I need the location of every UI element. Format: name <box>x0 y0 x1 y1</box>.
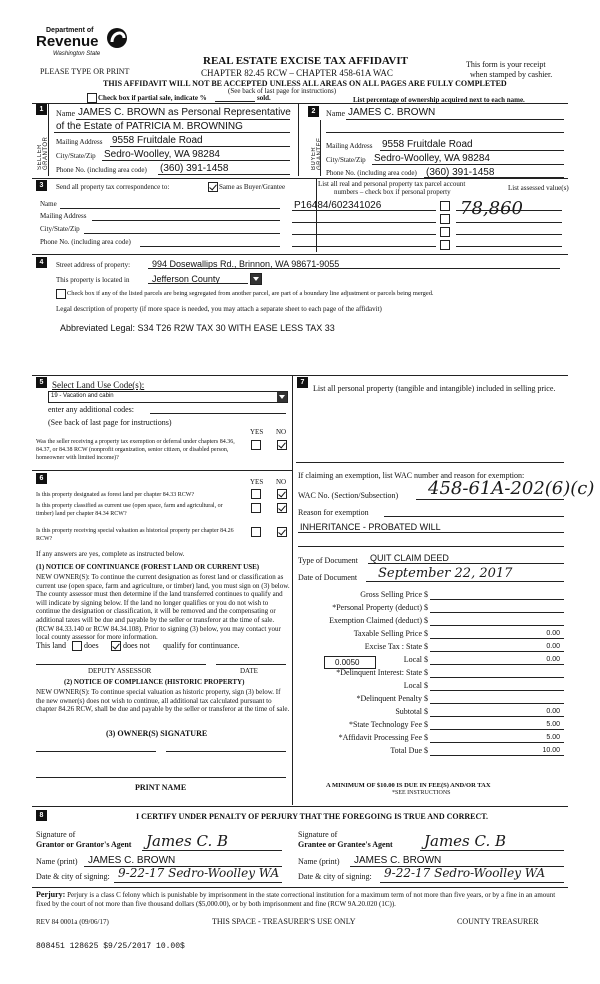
s3-name-label: Name <box>40 200 57 208</box>
fee-row-dollar: $ <box>424 655 428 664</box>
perjury-note <box>36 890 566 909</box>
section-4-badge: 4 <box>36 257 47 268</box>
fee-row-label: *Personal Property (deduct) <box>332 603 422 612</box>
logo-line-2: Revenue <box>36 33 99 50</box>
seller-mailing[interactable]: 9558 Fruitdale Road <box>112 135 203 146</box>
historic-yes-checkbox[interactable] <box>251 527 261 537</box>
fee-row-value[interactable]: 5.00 <box>546 734 560 741</box>
section-7-badge: 7 <box>297 377 308 388</box>
dor-logo <box>36 26 131 60</box>
grantor-name[interactable]: JAMES C. BROWN <box>88 855 176 866</box>
fee-row-dollar: $ <box>424 746 428 755</box>
doc-type-value[interactable]: QUIT CLAIM DEED <box>370 553 449 563</box>
notice-compliance-title: (2) NOTICE OF COMPLIANCE (HISTORIC PROPERTY) <box>64 678 245 686</box>
seller-phone-label: Phone No. (including area code) <box>56 166 147 174</box>
exemption-no-checkbox[interactable] <box>277 440 287 450</box>
buyer-mailing[interactable]: 9558 Fruitdale Road <box>382 139 473 150</box>
receipt-note-1: This form is your receipt <box>466 60 546 69</box>
grantee-date-city[interactable]: 9-22-17 Sedro-Woolley WA <box>384 866 546 880</box>
county-treasurer: COUNTY TREASURER <box>457 917 539 926</box>
if-yes-note: If any answers are yes, complete as instructed below. <box>36 550 185 558</box>
grantor-sig-label-2: Grantor or Grantor's Agent <box>36 840 132 849</box>
form-subtitle: CHAPTER 82.45 RCW – CHAPTER 458-61A WAC <box>201 68 393 78</box>
grantee-name[interactable]: JAMES C. BROWN <box>354 855 442 866</box>
fee-row-label: Excise Tax : State <box>364 642 422 651</box>
historic-question: Is this property receiving special valuation as historical property per chapter 84.26 RCW? <box>36 528 234 542</box>
assessed-header: List assessed value(s) <box>508 184 569 192</box>
buyer-city-label: City/State/Zip <box>326 156 366 164</box>
logo-line-3: Washington State <box>53 51 101 57</box>
segregated-checkbox[interactable] <box>56 289 66 299</box>
grantee-sig-label-2: Grantee or Grantee's Agent <box>298 840 393 849</box>
does-not-label: does not <box>123 641 150 650</box>
seller-name-label: Name <box>56 109 76 118</box>
s5-no: NO <box>276 428 287 436</box>
fee-row-dollar: $ <box>424 642 428 651</box>
chevron-down-icon <box>251 274 261 284</box>
cashier-stamp: 808451 128625 $9/25/2017 10.00$ <box>36 942 185 951</box>
warning-text: THIS AFFIDAVIT WILL NOT BE ACCEPTED UNLESS ALL AREAS ON ALL PAGES ARE FULLY COMPLETED <box>103 79 507 88</box>
abbreviated-legal[interactable]: Abbreviated Legal: S34 T26 R2W TAX 30 WITH EASE LESS TAX 33 <box>60 323 335 333</box>
fee-row-label: Local <box>403 655 422 664</box>
segregated-label: Check box if any of the listed parcels are being segregated from another parcel, are part of a boundary line adjustment or parcels being merged. <box>67 290 434 297</box>
see-instructions: *SEE INSTRUCTIONS <box>392 790 451 796</box>
s3-city-label: City/State/Zip <box>40 225 80 233</box>
section-3-badge: 3 <box>36 180 47 191</box>
partial-sale-label: Check box if partial sale, indicate % <box>98 94 207 102</box>
seller-city-label: City/State/Zip <box>56 152 96 160</box>
perjury-bold: Perjury: <box>36 890 66 899</box>
see-back-header: (See back of last page for instructions) <box>228 87 337 95</box>
same-as-buyer-label: Same as Buyer/Grantee <box>219 183 286 191</box>
fee-row-dollar: $ <box>424 681 428 690</box>
legal-description-label: Legal description of property (if more space is needed, you may attach a separate sheet to each page of the affidavit) <box>56 305 382 313</box>
current-use-no-checkbox[interactable] <box>277 503 287 513</box>
chevron-down-icon <box>277 392 287 402</box>
grantor-signature[interactable]: James C. B <box>146 832 229 850</box>
partial-sale-checkbox[interactable] <box>87 93 97 103</box>
fee-row-label: *State Technology Fee <box>348 720 422 729</box>
fee-row-dollar: $ <box>424 616 428 625</box>
wac-label: WAC No. (Section/Subsection) <box>298 491 399 500</box>
fee-row-label: *Delinquent Interest: State <box>336 668 422 677</box>
grantee-signature[interactable]: James C. B <box>424 832 507 850</box>
fee-row-dollar: $ <box>424 629 428 638</box>
current-use-yes-checkbox[interactable] <box>251 503 261 513</box>
located-in-label: This property is located in <box>56 276 130 284</box>
grantor-date-city-label: Date & city of signing: <box>36 872 110 881</box>
logo-line-1: Department of <box>46 27 94 34</box>
treasurer-space: THIS SPACE - TREASURER'S USE ONLY <box>212 917 356 926</box>
s6-yes: YES <box>250 478 264 486</box>
grantee-name-label: Name (print) <box>298 857 340 866</box>
fee-row-dollar: $ <box>424 694 428 703</box>
current-use-question: Is this property classified as current use (open space, farm and agricultural, or timber) land per chapter 84.34 RCW? <box>36 503 223 517</box>
parcel-header-1: List all real and personal property tax parcel account <box>318 180 466 188</box>
buyer-phone-label: Phone No. (including area code) <box>326 169 417 177</box>
does-checkbox[interactable] <box>72 641 82 651</box>
buyer-mailing-label: Mailing Address <box>326 142 373 150</box>
wac-value[interactable]: 458-61A-202(6)(c) <box>428 478 595 499</box>
fee-row-dollar: $ <box>424 707 428 716</box>
doc-date-value[interactable]: September 22, 2017 <box>378 566 513 581</box>
county-select[interactable]: Jefferson County <box>152 274 220 284</box>
fee-row-value[interactable]: 5.00 <box>546 721 560 728</box>
land-use-value: 19 - Vacation and cabin <box>51 393 114 399</box>
personal-property-checkbox-2[interactable] <box>440 214 450 224</box>
land-use-select[interactable] <box>48 391 288 403</box>
send-correspondence-label: Send all property tax correspondence to: <box>56 183 170 191</box>
owner-signature-title: (3) OWNER(S) SIGNATURE <box>106 729 208 738</box>
exemption-yes-checkbox[interactable] <box>251 440 261 450</box>
s3-phone-label: Phone No. (including area code) <box>40 238 131 246</box>
see-back-s5: (See back of last page for instructions) <box>48 418 172 427</box>
fee-row-label: Taxable Selling Price <box>353 629 422 638</box>
fee-row-value[interactable]: 0.00 <box>546 643 560 650</box>
land-use-label: Select Land Use Code(s): <box>52 380 145 390</box>
receipt-note-2: when stamped by cashier. <box>470 70 553 79</box>
this-land-label: This land <box>36 641 66 650</box>
partial-sale-sold: sold. <box>257 94 271 102</box>
street-address[interactable]: 994 Dosewallips Rd., Brinnon, WA 98671-9055 <box>152 259 340 269</box>
seller-name-2[interactable]: of the Estate of PATRICIA M. BROWNING <box>56 121 243 132</box>
forest-yes-checkbox[interactable] <box>251 489 261 499</box>
fee-row-value[interactable]: 0.00 <box>546 708 560 715</box>
notice-continuance-text: NEW OWNER(S): To continue the current designation as forest land or classification as current use (open space, farm and agriculture, or timber) land, you must sign on (3) below. The county assessor must then determine if the land transferred continues to qualify and will indicate by signing below. If the land no longer qualifies or you do not wish to continue the designation or classification, it will be removed and the compensating or additional taxes will be due and payable by the seller or transferor at the time of sale. (RCW 84.33.140 or RCW 84.34.108). Prior to signing (3) below, you may contact your local county assessor for more information. <box>36 573 290 642</box>
reason-value[interactable]: INHERITANCE - PROBATED WILL <box>300 522 441 532</box>
section-5-badge: 5 <box>36 377 47 388</box>
fee-row-dollar: $ <box>424 733 428 742</box>
does-label: does <box>84 641 99 650</box>
rev-number: REV 84 0001a (09/06/17) <box>36 918 109 926</box>
date-label: DATE <box>240 667 258 675</box>
doc-date-label: Date of Document <box>298 573 358 582</box>
minimum-note: A MINIMUM OF $10.00 IS DUE IN FEE(S) AND/OR TAX <box>326 782 491 789</box>
personal-property-checkbox-1[interactable] <box>440 201 450 211</box>
notice-compliance-text: NEW OWNER(S): To continue special valuation as historic property, sign (3) below. If the new owner(s) does not wish to continue, all additional tax calculated pursuant to chapter 84.26 RCW, shall be due and payable by the seller or transferor at the time of sale. <box>36 688 290 714</box>
fee-row-dollar: $ <box>424 668 428 677</box>
county-dropdown[interactable] <box>250 273 262 285</box>
seller-city[interactable]: Sedro-Woolley, WA 98284 <box>104 149 220 160</box>
does-not-checkbox[interactable] <box>111 641 121 651</box>
reason-label: Reason for exemption <box>298 508 369 517</box>
grantee-date-city-label: Date & city of signing: <box>298 872 372 881</box>
additional-codes-label: enter any additional codes: <box>48 405 134 414</box>
grantor-sig-label-1: Signature of <box>36 830 76 839</box>
fee-row-label: *Affidavit Processing Fee <box>338 733 422 742</box>
grantor-name-label: Name (print) <box>36 857 78 866</box>
s6-no: NO <box>276 478 287 486</box>
fee-row-value[interactable]: 10.00 <box>542 747 560 754</box>
qualify-label: qualify for continuance. <box>163 641 240 650</box>
buyer-phone[interactable]: (360) 391-1458 <box>426 167 495 178</box>
exemption-question: Was the seller receiving a property tax exemption or deferral under chapters 84.36, 84.37, or 84.38 RCW (nonprofit organization, senior citizen, or disabled person, homeowner with limited income)? <box>36 439 235 461</box>
parcel-header-2: numbers – check box if personal property <box>334 188 451 196</box>
seller-phone[interactable]: (360) 391-1458 <box>160 163 229 174</box>
personal-property-checkbox-3[interactable] <box>440 227 450 237</box>
historic-no-checkbox[interactable] <box>277 527 287 537</box>
fee-row-label: Exemption Claimed (deduct) <box>329 616 422 625</box>
fee-row-label: Local <box>403 681 422 690</box>
buyer-name-label: Name <box>326 109 346 118</box>
fee-row-label: *Delinquent Penalty <box>356 694 422 703</box>
s5-yes: YES <box>250 428 264 436</box>
perjury-text: Perjury is a class C felony which is punishable by imprisonment in the state correctional institution for a maximum term of not more than five years, or by a fine in an amount fixed by the court of not more than five thousand dollars ($5,000.00), or by both imprisonment and fine (RCW 9A.20.020 (1C)). <box>36 891 556 908</box>
buyer-city[interactable]: Sedro-Woolley, WA 98284 <box>374 153 490 164</box>
assessed-value[interactable]: 78,860 <box>460 198 523 219</box>
form-title: REAL ESTATE EXCISE TAX AFFIDAVIT <box>203 55 408 67</box>
fee-row-value[interactable]: 0.00 <box>546 630 560 637</box>
personal-property-label: List all personal property (tangible and intangible) included in selling price. <box>313 384 556 393</box>
fee-row-value[interactable]: 0.00 <box>546 656 560 663</box>
local-rate-box <box>324 656 376 669</box>
fee-row-dollar: $ <box>424 720 428 729</box>
same-as-buyer-checkbox[interactable] <box>208 182 218 192</box>
buyer-side-label: BUYER GRANTEE <box>311 137 323 170</box>
fee-row-label: Subtotal <box>395 707 422 716</box>
fee-row-dollar: $ <box>424 603 428 612</box>
s3-mailing-label: Mailing Address <box>40 212 87 220</box>
section-1-badge: 1 <box>36 104 47 115</box>
section-8-badge: 8 <box>36 810 47 821</box>
certify-statement: I CERTIFY UNDER PENALTY OF PERJURY THAT THE FOREGOING IS TRUE AND CORRECT. <box>136 812 489 821</box>
seller-name-1[interactable]: JAMES C. BROWN as Personal Representative <box>78 107 291 118</box>
ownership-note: List percentage of ownership acquired next to each name. <box>353 96 525 104</box>
notice-continuance-title: (1) NOTICE OF CONTINUANCE (FOREST LAND OR CURRENT USE) <box>36 563 260 571</box>
street-address-label: Street address of property: <box>56 261 131 269</box>
seller-side-label: SELLER GRANTOR <box>37 136 49 170</box>
fee-row-label: Gross Selling Price <box>360 590 422 599</box>
buyer-name[interactable]: JAMES C. BROWN <box>348 107 436 118</box>
exemption-claim-label: If claiming an exemption, list WAC number and reason for exemption: <box>298 471 525 480</box>
please-type: PLEASE TYPE OR PRINT <box>40 67 130 76</box>
deputy-assessor-label: DEPUTY ASSESSOR <box>88 667 152 675</box>
logo-swirl-icon <box>104 26 130 50</box>
land-use-dropdown[interactable] <box>277 392 287 402</box>
personal-property-checkbox-4[interactable] <box>440 240 450 250</box>
print-name-label: PRINT NAME <box>135 783 187 792</box>
forest-land-question: Is this property designated as forest land per chapter 84.33 RCW? <box>36 492 195 498</box>
local-rate: 0.0050 <box>335 658 360 667</box>
section-6-badge: 6 <box>36 473 47 484</box>
forest-no-checkbox[interactable] <box>277 489 287 499</box>
doc-type-label: Type of Document <box>298 556 358 565</box>
section-2-badge: 2 <box>308 106 319 117</box>
grantor-date-city[interactable]: 9-22-17 Sedro-Woolley WA <box>118 866 280 880</box>
grantee-sig-label-1: Signature of <box>298 830 338 839</box>
seller-mailing-label: Mailing Address <box>56 138 103 146</box>
fee-row-dollar: $ <box>424 590 428 599</box>
fee-row-label: Total Due <box>390 746 422 755</box>
parcel-number[interactable]: P16484/602341026 <box>294 200 382 211</box>
